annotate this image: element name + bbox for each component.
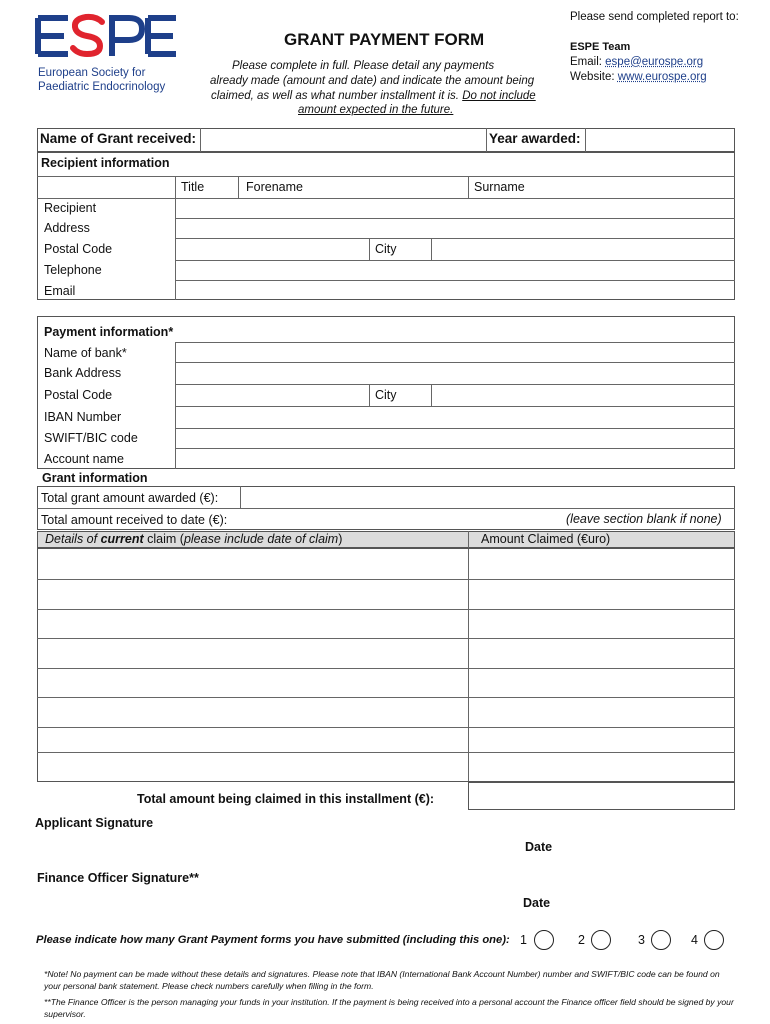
finance-date-field[interactable]: [560, 892, 735, 914]
option-4-radio[interactable]: [704, 930, 724, 950]
details-header-a: Details of: [45, 532, 101, 546]
claim-amount-row-6[interactable]: [469, 698, 734, 727]
instructions-line2: already made (amount and date) and indicate the amount being: [210, 75, 535, 87]
recipient-label: Recipient: [44, 201, 97, 215]
details-header-b: current: [100, 532, 144, 546]
email-label-field: Email: [44, 284, 76, 298]
total-awarded-label: Total grant amount awarded (€):: [41, 491, 219, 505]
total-received-field[interactable]: [250, 509, 550, 529]
email-field[interactable]: [176, 281, 734, 299]
claim-amount-row-2[interactable]: [469, 580, 734, 609]
finance-date-label: Date: [523, 896, 551, 910]
recipient-heading: Recipient information: [41, 156, 170, 170]
applicant-signature-field[interactable]: [35, 832, 495, 866]
year-awarded-field[interactable]: [586, 129, 734, 151]
grant-info-heading: Grant information: [42, 471, 148, 485]
email-line: [570, 56, 703, 68]
col-surname: Surname: [474, 180, 525, 194]
option-1-label: 1: [520, 933, 527, 947]
espe-logo: [34, 12, 184, 98]
postal-code-field[interactable]: [176, 239, 368, 260]
address-field[interactable]: [176, 219, 734, 238]
grant-name-label: Name of Grant received:: [40, 131, 197, 146]
espe-logo-mark: [34, 12, 179, 58]
instructions-line4: amount expected in the future.: [298, 104, 454, 116]
iban-label: IBAN Number: [44, 410, 122, 424]
option-1-radio[interactable]: [534, 930, 554, 950]
swift-label: SWIFT/BIC code: [44, 431, 138, 445]
swift-field[interactable]: [176, 429, 734, 448]
form-title: GRANT PAYMENT FORM: [284, 30, 485, 49]
claim-detail-row-8[interactable]: [38, 753, 467, 781]
claim-amount-row-1[interactable]: [469, 549, 734, 579]
leave-blank-note: (leave section blank if none): [566, 512, 722, 526]
instructions-line3-b: Do not include: [462, 90, 536, 102]
claim-detail-row-6[interactable]: [38, 698, 467, 727]
claim-detail-row-3[interactable]: [38, 610, 467, 638]
details-header: [45, 532, 342, 546]
account-name-field[interactable]: [176, 449, 734, 468]
option-2-radio[interactable]: [591, 930, 611, 950]
claim-detail-row-4[interactable]: [38, 639, 467, 668]
claim-amount-row-3[interactable]: [469, 610, 734, 638]
instructions-line1: Please complete in full. Please detail any payments: [232, 60, 495, 72]
bank-postal-code-field[interactable]: [176, 385, 368, 406]
grant-name-field[interactable]: [201, 129, 485, 151]
address-label: Address: [44, 221, 90, 235]
option-3-label: 3: [638, 933, 645, 947]
logo-line2: Paediatric Endocrinology: [38, 81, 166, 93]
logo-line1: European Society for: [38, 67, 146, 79]
bank-postal-code-label: Postal Code: [44, 388, 113, 402]
bank-city-label: City: [375, 388, 397, 402]
email-link[interactable]: espe@eurospe.org: [605, 56, 704, 68]
telephone-field[interactable]: [176, 261, 734, 280]
website-line: [570, 71, 707, 83]
details-header-e: ): [338, 532, 343, 546]
iban-field[interactable]: [176, 407, 734, 428]
website-label: Website:: [570, 71, 618, 83]
account-name-label: Account name: [44, 452, 124, 466]
applicant-date-label: Date: [525, 840, 553, 854]
payment-heading: Payment information*: [44, 325, 174, 339]
claim-detail-row-5[interactable]: [38, 669, 467, 697]
details-header-c: claim (: [143, 532, 184, 546]
bank-name-field[interactable]: [176, 343, 734, 362]
bank-address-label: Bank Address: [44, 366, 122, 380]
applicant-signature-label: Applicant Signature: [35, 816, 154, 830]
note-iban: *Note! No payment can be made without these details and signatures. Please note that IBAN (International Bank Account Number) number and SWIFT/BIC code can be found on your personal bank statement. Please check numbers carefully when filling in the form.: [44, 969, 720, 991]
total-received-label: Total amount received to date (€):: [41, 513, 228, 527]
details-header-d: please include date of claim: [183, 532, 339, 546]
send-to-label: Please send completed report to:: [570, 11, 739, 23]
finance-signature-field[interactable]: [35, 887, 495, 921]
bank-address-field[interactable]: [176, 363, 734, 384]
city-label: City: [375, 242, 397, 256]
instructions-line3-a: claimed, as well as what number installment it is.: [211, 90, 463, 102]
bank-city-field[interactable]: [432, 385, 734, 406]
note-finance-officer: **The Finance Officer is the person managing your funds in your institution. If the payment is being received into a personal account the Finance officer field should be signed by your supervisor.: [44, 997, 734, 1019]
col-forename: Forename: [246, 180, 303, 194]
claim-amount-row-4[interactable]: [469, 639, 734, 668]
amount-claimed-header: Amount Claimed (€uro): [481, 532, 611, 546]
espe-team: ESPE Team: [570, 41, 631, 53]
forms-submitted-question: Please indicate how many Grant Payment forms you have submitted (including this one):: [36, 934, 510, 946]
email-label: Email:: [570, 56, 606, 68]
total-awarded-field[interactable]: [241, 487, 734, 508]
total-claimed-field[interactable]: [468, 782, 735, 810]
claim-amount-row-8[interactable]: [469, 753, 734, 781]
bank-name-label: Name of bank*: [44, 346, 127, 360]
instructions-line3: [211, 90, 536, 102]
claim-detail-row-2[interactable]: [38, 580, 467, 609]
city-field[interactable]: [432, 239, 734, 260]
applicant-date-field[interactable]: [560, 836, 735, 858]
col-title: Title: [181, 180, 205, 194]
claim-amount-row-5[interactable]: [469, 669, 734, 697]
year-awarded-label: Year awarded:: [489, 131, 581, 146]
finance-signature-label: Finance Officer Signature**: [37, 871, 199, 885]
postal-code-label: Postal Code: [44, 242, 113, 256]
website-link[interactable]: www.eurospe.org: [617, 71, 707, 83]
option-2-label: 2: [578, 933, 585, 947]
telephone-label: Telephone: [44, 263, 102, 277]
recipient-field[interactable]: [176, 199, 734, 218]
total-claimed-label: Total amount being claimed in this installment (€):: [137, 792, 435, 806]
option-3-radio[interactable]: [651, 930, 671, 950]
claim-detail-row-1[interactable]: [38, 549, 467, 579]
claim-detail-row-7[interactable]: [38, 728, 467, 752]
option-4-label: 4: [691, 933, 698, 947]
claim-amount-row-7[interactable]: [469, 728, 734, 752]
